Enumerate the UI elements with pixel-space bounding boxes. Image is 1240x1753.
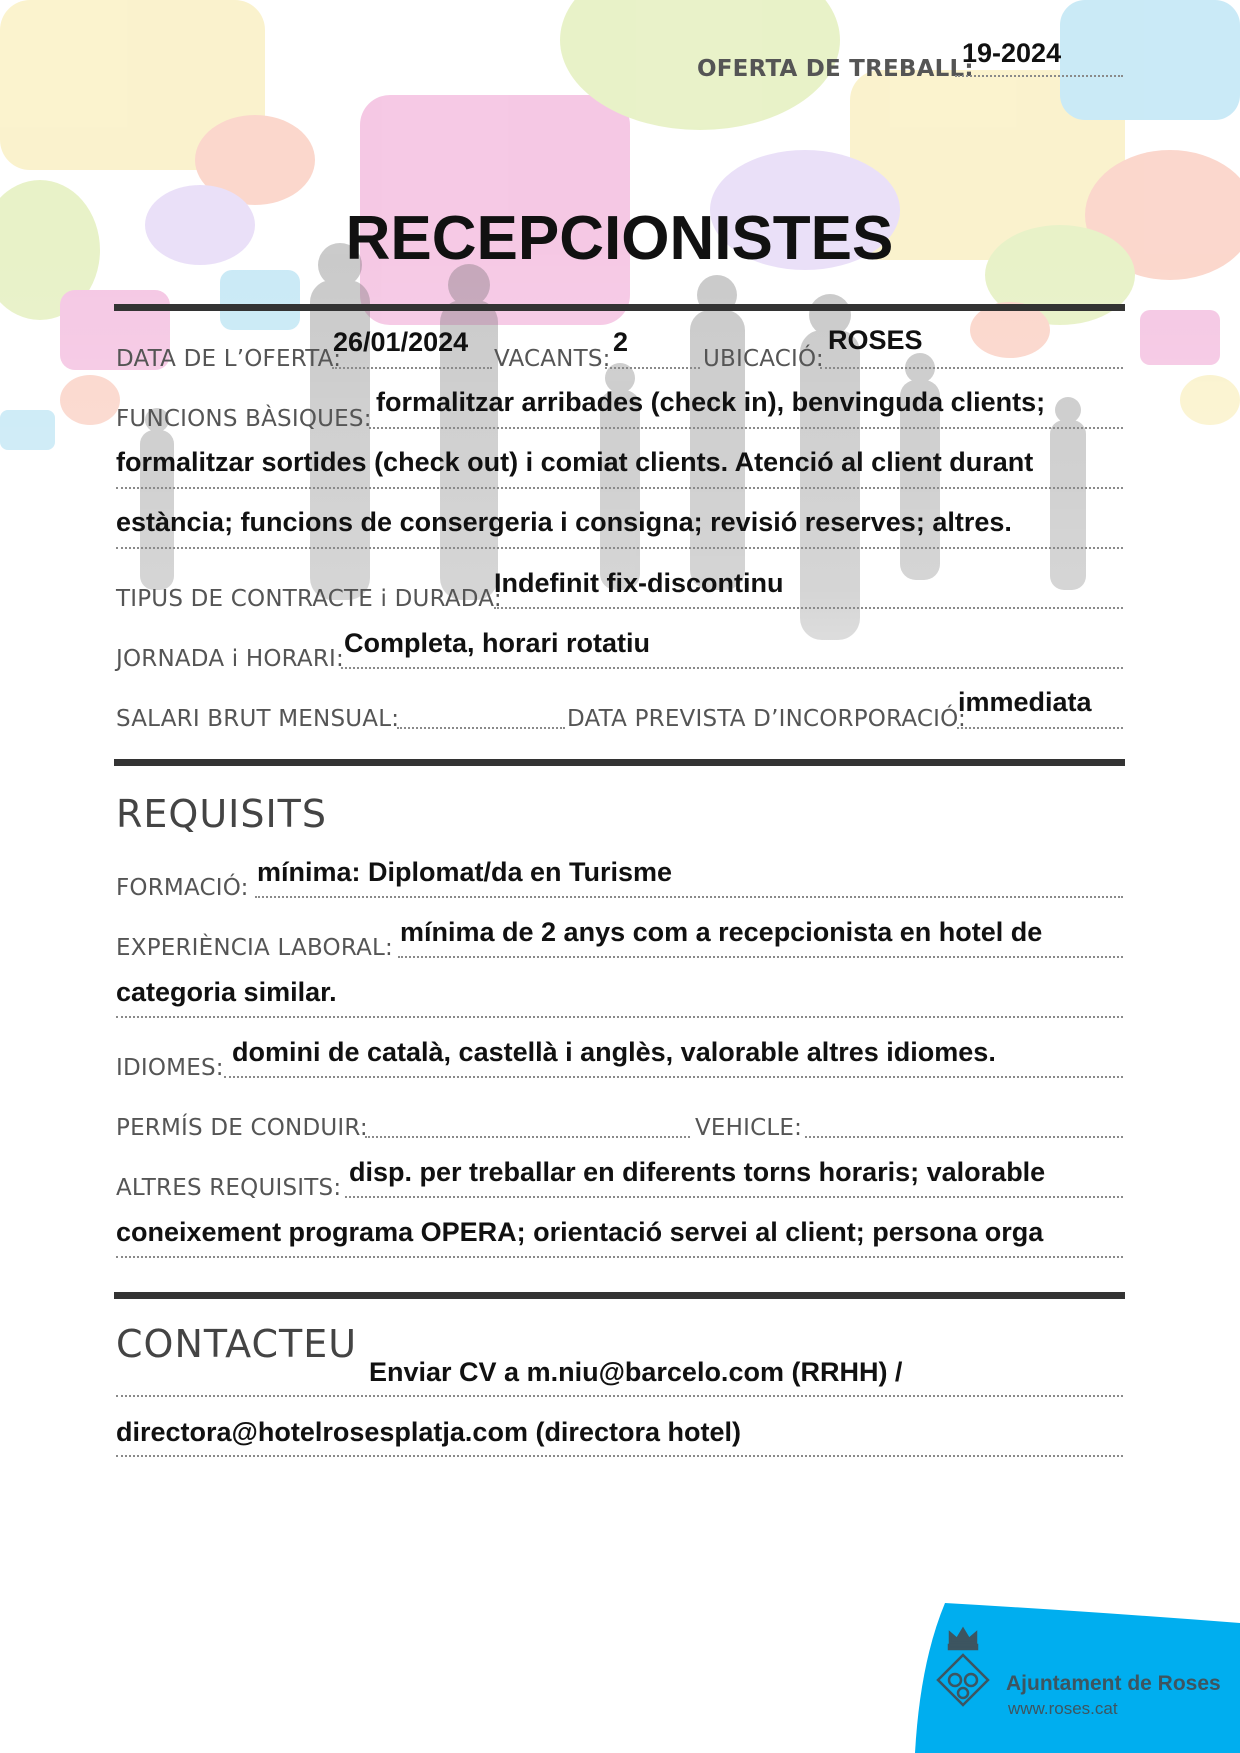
education-dots — [255, 896, 1123, 898]
other-requirements-dots-2 — [116, 1256, 1123, 1258]
offer-number: 19-2024 — [962, 38, 1062, 68]
vacants-label: VACANTS: — [494, 346, 611, 372]
details-rule — [114, 759, 1125, 766]
contract-value: Indefinit fix-discontinu — [494, 568, 784, 598]
salary-label: SALARI BRUT MENSUAL: — [116, 706, 400, 732]
languages-value: domini de català, castellà i anglès, valorable altres idiomes. — [232, 1037, 996, 1067]
offer-date-label: DATA DE L’OFERTA: — [116, 346, 342, 372]
offer-number-dots — [955, 75, 1123, 77]
experience-dots-2 — [116, 1016, 1123, 1018]
contact-line-1: Enviar CV a m.niu@barcelo.com (RRHH) / — [369, 1357, 903, 1387]
contact-dots-2 — [116, 1455, 1123, 1457]
vehicle-dots — [805, 1136, 1123, 1138]
schedule-dots — [341, 667, 1123, 669]
offer-date: 26/01/2024 — [333, 327, 469, 357]
requirements-rule — [114, 1292, 1125, 1299]
languages-dots — [224, 1076, 1123, 1078]
job-title: RECEPCIONISTES — [345, 204, 894, 273]
functions-line-1: formalitzar arribades (check in), benvinguda clients; — [376, 387, 1046, 417]
experience-line-1: mínima de 2 anys com a recepcionista en hotel de — [400, 917, 1043, 947]
driving-license-dots — [365, 1136, 690, 1138]
start-date-label: DATA PREVISTA D’INCORPORACIÓ: — [567, 706, 966, 732]
contract-label: TIPUS DE CONTRACTE i DURADA: — [116, 586, 502, 612]
requirements-heading: REQUISITS — [116, 792, 328, 836]
location-dots — [820, 367, 1123, 369]
other-requirements-label: ALTRES REQUISITS: — [116, 1175, 342, 1201]
schedule-value: Completa, horari rotatiu — [344, 628, 651, 658]
logo-url[interactable]: www.roses.cat — [1008, 1699, 1118, 1718]
title-rule — [114, 304, 1125, 311]
functions-dots-3 — [116, 547, 1123, 549]
other-requirements-line-2: coneixement programa OPERA; orientació servei al client; persona orga — [116, 1217, 1044, 1247]
vehicle-label: VEHICLE: — [695, 1115, 803, 1141]
functions-label: FUNCIONS BÀSIQUES: — [116, 406, 372, 432]
functions-line-3: estància; funcions de consergeria i consigna; revisió reserves; altres. — [116, 507, 1012, 537]
offer-number-label: OFERTA DE TREBALL: — [697, 56, 974, 82]
salary-dots — [397, 727, 565, 729]
start-date-dots — [957, 727, 1123, 729]
driving-license-label: PERMÍS DE CONDUIR: — [116, 1115, 368, 1141]
offer-date-dots — [332, 367, 492, 369]
experience-dots-1 — [398, 956, 1123, 958]
contract-dots — [494, 607, 1123, 609]
other-requirements-dots-1 — [345, 1196, 1123, 1198]
contact-line-2: directora@hotelrosesplatja.com (directora hotel) — [116, 1417, 741, 1447]
location-value: ROSES — [828, 325, 923, 355]
other-requirements-line-1: disp. per treballar en diferents torns horaris; valorable — [349, 1157, 1046, 1187]
logo-name: Ajuntament de Roses — [1006, 1672, 1221, 1695]
functions-dots-2 — [116, 487, 1123, 489]
education-value: mínima: Diplomat/da en Turisme — [257, 857, 673, 887]
vacants-value: 2 — [613, 327, 629, 357]
schedule-label: JORNADA i HORARI: — [116, 646, 344, 672]
functions-dots-1 — [369, 427, 1123, 429]
contact-dots-1 — [116, 1395, 1123, 1397]
languages-label: IDIOMES: — [116, 1055, 224, 1081]
education-label: FORMACIÓ: — [116, 875, 249, 901]
functions-line-2: formalitzar sortides (check out) i comiat clients. Atenció al client durant — [116, 447, 1034, 477]
experience-label: EXPERIÈNCIA LABORAL: — [116, 935, 393, 961]
start-date-value: immediata — [958, 687, 1092, 717]
contact-heading: CONTACTEU — [116, 1322, 358, 1366]
vacants-dots — [605, 367, 700, 369]
location-label: UBICACIÓ: — [703, 346, 824, 372]
experience-line-2: categoria similar. — [116, 977, 337, 1007]
